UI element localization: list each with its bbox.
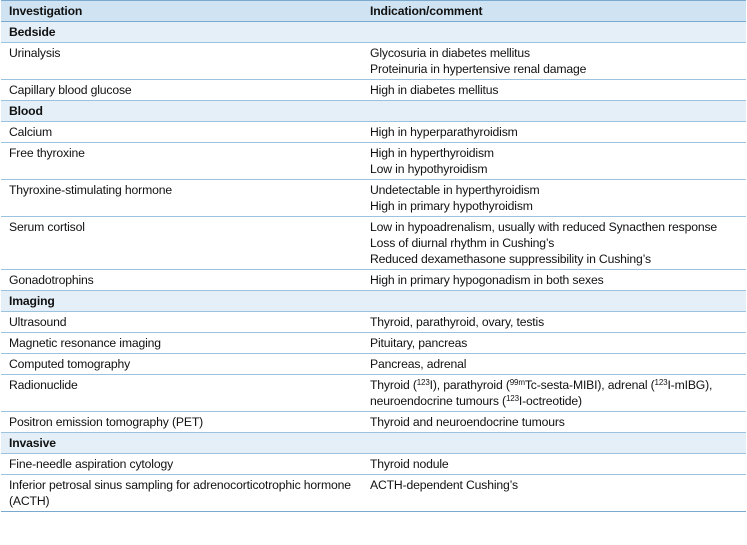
investigations-table bbox=[1, 0, 746, 512]
table-row bbox=[1, 180, 746, 217]
investigation-cell: Magnetic resonance imaging bbox=[1, 333, 362, 354]
indication-line: Pancreas, adrenal bbox=[370, 357, 467, 371]
isotope-mass-number: 123 bbox=[505, 394, 519, 403]
section-title: Blood bbox=[1, 101, 746, 122]
table-row bbox=[1, 217, 746, 270]
investigation-cell: Calcium bbox=[1, 122, 362, 143]
table-row bbox=[1, 270, 746, 291]
section-title: Imaging bbox=[1, 291, 746, 312]
indication-line: Low in hypothyroidism bbox=[370, 162, 488, 176]
table-header bbox=[1, 1, 746, 22]
indication-line: High in primary hypothyroidism bbox=[370, 199, 533, 213]
section-row-invasive bbox=[1, 433, 746, 454]
indication-line: Glycosuria in diabetes mellitus bbox=[370, 46, 530, 60]
indication-line: High in hyperparathyroidism bbox=[370, 125, 518, 139]
indication-cell bbox=[362, 412, 746, 433]
indication-line: Proteinuria in hypertensive renal damage bbox=[370, 62, 587, 76]
indication-cell bbox=[362, 354, 746, 375]
table-row bbox=[1, 80, 746, 101]
indication-cell bbox=[362, 475, 746, 512]
section-row-bedside bbox=[1, 22, 746, 43]
column-header-indication: Indication/comment bbox=[362, 1, 746, 22]
section-row-blood bbox=[1, 101, 746, 122]
table-row bbox=[1, 333, 746, 354]
investigation-cell: Positron emission tomography (PET) bbox=[1, 412, 362, 433]
investigation-cell: Computed tomography bbox=[1, 354, 362, 375]
indication-cell bbox=[362, 143, 746, 180]
table-body bbox=[1, 22, 746, 512]
table-row bbox=[1, 143, 746, 180]
indication-cell bbox=[362, 333, 746, 354]
indication-line: Pituitary, pancreas bbox=[370, 336, 468, 350]
isotope-mass-number: 123 bbox=[416, 378, 430, 387]
indication-cell bbox=[362, 43, 746, 80]
indication-line: Thyroid ($^{123}$I), parathyroid ($^{99m}$Tc-sesta-MIBI), adrenal ($^{123}$I-mIBG), bbox=[370, 378, 713, 392]
table-row bbox=[1, 43, 746, 80]
investigation-cell: Urinalysis bbox=[1, 43, 362, 80]
table-row bbox=[1, 312, 746, 333]
investigation-cell: Gonadotrophins bbox=[1, 270, 362, 291]
indication-cell bbox=[362, 80, 746, 101]
indication-line: High in diabetes mellitus bbox=[370, 83, 499, 97]
indication-line: Undetectable in hyperthyroidism bbox=[370, 183, 540, 197]
indication-line: Low in hypoadrenalism, usually with reduced Synacthen response bbox=[370, 220, 718, 234]
investigation-cell: Capillary blood glucose bbox=[1, 80, 362, 101]
section-title: Invasive bbox=[1, 433, 746, 454]
indication-line: Loss of diurnal rhythm in Cushing’s bbox=[370, 236, 555, 250]
investigation-cell: Ultrasound bbox=[1, 312, 362, 333]
indication-cell bbox=[362, 122, 746, 143]
investigation-cell: Free thyroxine bbox=[1, 143, 362, 180]
isotope-mass-number: 99m bbox=[509, 378, 525, 387]
table-row bbox=[1, 122, 746, 143]
indication-line: Thyroid nodule bbox=[370, 457, 449, 471]
indication-cell bbox=[362, 454, 746, 475]
indication-line: neuroendocrine tumours ($^{123}$I-octreotide) bbox=[370, 394, 582, 408]
indication-line: High in hyperthyroidism bbox=[370, 146, 494, 160]
investigation-cell: Thyroxine-stimulating hormone bbox=[1, 180, 362, 217]
investigation-cell: Inferior petrosal sinus sampling for adrenocorticotrophic hormone (ACTH) bbox=[1, 475, 362, 512]
indication-cell bbox=[362, 180, 746, 217]
isotope-mass-number: 123 bbox=[654, 378, 668, 387]
column-header-investigation: Investigation bbox=[1, 1, 362, 22]
indication-cell bbox=[362, 375, 746, 412]
section-row-imaging bbox=[1, 291, 746, 312]
investigation-cell: Radionuclide bbox=[1, 375, 362, 412]
investigation-cell: Serum cortisol bbox=[1, 217, 362, 270]
indication-cell bbox=[362, 217, 746, 270]
indication-cell bbox=[362, 270, 746, 291]
header-row bbox=[1, 1, 746, 22]
section-title: Bedside bbox=[1, 22, 746, 43]
investigation-cell: Fine-needle aspiration cytology bbox=[1, 454, 362, 475]
table-row bbox=[1, 412, 746, 433]
indication-line: Thyroid, parathyroid, ovary, testis bbox=[370, 315, 545, 329]
indication-line: ACTH-dependent Cushing’s bbox=[370, 478, 518, 492]
indication-cell bbox=[362, 312, 746, 333]
table-row bbox=[1, 375, 746, 412]
table-row bbox=[1, 454, 746, 475]
indication-line: High in primary hypogonadism in both sexes bbox=[370, 273, 604, 287]
table-row bbox=[1, 475, 746, 512]
table-row bbox=[1, 354, 746, 375]
indication-line: Reduced dexamethasone suppressibility in Cushing’s bbox=[370, 252, 651, 266]
indication-line: Thyroid and neuroendocrine tumours bbox=[370, 415, 565, 429]
